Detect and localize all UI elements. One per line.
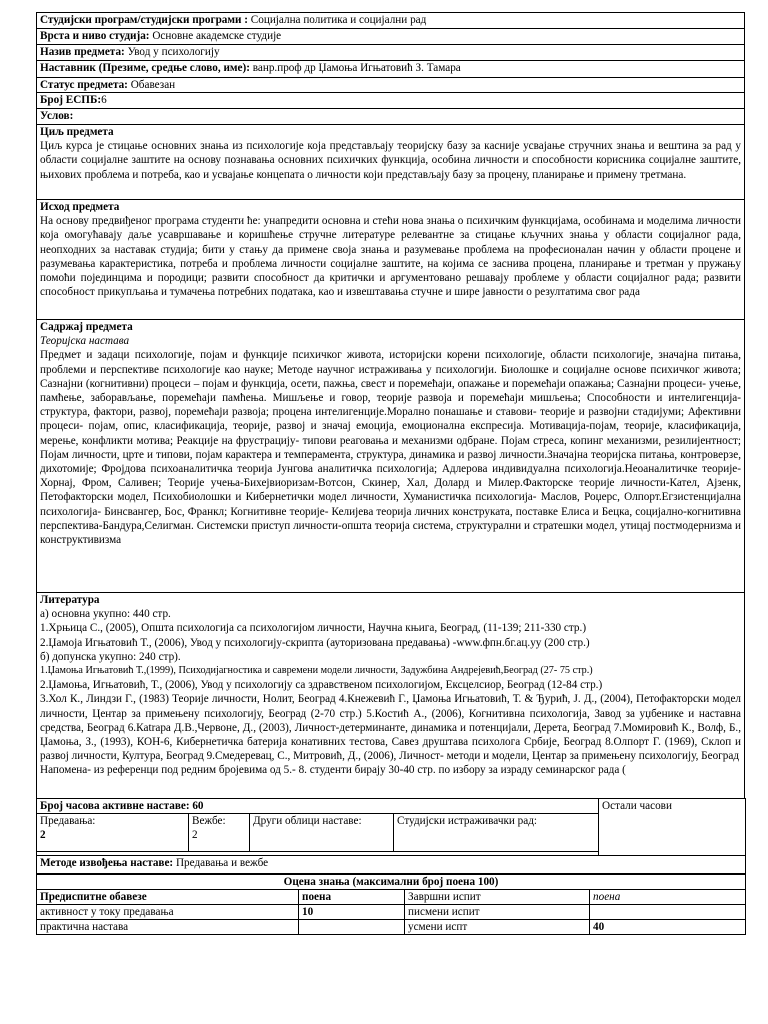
course-label: Назив предмета: (40, 46, 125, 58)
literature-rest: 3.Хол К., Линдзи Г., (1983) Теорије личности, Нолит, Београд 4.Кнежевић Г., Џамоња Игњатовић, Т. & Ђурић, Ј. Д., (2004), Петофакторски модел личности, Центар за примењену психологију, Београд (2-70 стр.) 5.Костић А., (2006), Когнитивна психологија, Завод за уџбенике и наставна средства, Београд 6.Кatrapa Д.В.,Червоне, Д., (2003), Личност-детерминанте, динамика и потенцијали, Дерета, Београд 7.Момировић К., Волф, Б., Џамоња, З., (1993), КОН-6, Кибернетичка батерија конативних тестова, Савез друштава психолога Србије, Београд 8.Олпорт Г. (1969), Склоп и развој личности, Култура, Београд 9.Смедеревац, С., Митровић, Д., (2006), Личност- методи и модели, Центар за примењену психологију, Београд (40, 693, 741, 763)
espb-row (36, 92, 745, 108)
research-label: Студијски истраживачки рад: (394, 814, 599, 852)
literature-section (36, 592, 745, 798)
other-hours-label: Остали часови (599, 799, 746, 856)
level-label: Врста и ниво студија: (40, 30, 150, 42)
grading-row-1-b (299, 920, 405, 935)
lectures-label: Предавања: (40, 815, 96, 827)
exercises-label: Вежбе: (192, 815, 226, 827)
active-hours-label: Број часова активне наставе: 60 (37, 799, 599, 814)
teacher-label: Наставник (Презиме, средње слово, име): (40, 62, 250, 74)
grading-row (37, 920, 746, 935)
grading-col-pre: Предиспитне обавезе (37, 890, 299, 905)
status-value: Обавезан (130, 79, 176, 91)
condition-row (36, 108, 745, 124)
grading-col-points-1: поена (299, 890, 405, 905)
hours-table (36, 798, 746, 874)
condition-label: Услов: (40, 110, 74, 122)
grading-row-1-a: практична настава (37, 920, 299, 935)
lectures-cell (37, 814, 189, 852)
program-value: Социјална политика и социјални рад (250, 14, 427, 26)
grading-row-0-a: активност у току предавања (37, 905, 299, 920)
exercises-cell (189, 814, 250, 852)
content-heading: Садржај предмета (40, 321, 133, 333)
grading-table (36, 874, 746, 935)
grading-title: Оцена знања (максимални број поена 100) (37, 875, 746, 890)
grading-row-0-d (590, 905, 746, 920)
status-row (36, 77, 745, 92)
literature-note: Напомена- из референци под редним бројевима од 5.- 8. студенти бирају 30-40 стр. по избору за израду семинарског рада ( (40, 764, 626, 777)
content-section (36, 319, 745, 592)
outcome-text: На основу предвиђеног програма студенти ће: унапредити основна и стећи нова знања о психичким функцијама, особинама и моделима личности која омогућавају даље усавршавање и коришћење стручне литературе релевантне за стицање кључних знања у области социјалног рада, неопходних за наставак студија; бити у стању да примене своја знања и разумевање проблема на професионалан начин у области процене и разумевања карактеристика, потреба и проблема личности социјалне заштите, на којима се заснива процена, планирање и третман у пружању помоћи појединцима и породици; развити способност да критички и аргументовано решавају проблеме у области социјалног рада; развити способност прикупљања и тумачења потребних података, као и извештавања стучне и шире јавности о резултатима свог рада (40, 215, 741, 299)
literature-heading: Литература (40, 594, 100, 606)
outcome-section (36, 199, 745, 319)
literature-ref-3: 1.Џамоња Игњатовић Т.,(1999), Психодијагностика и савремени модели личности, Задужбина Андрејевић,Београд (27- 75 стр.) (40, 665, 593, 677)
literature-ref-1: 1.Хрњица С., (2005), Општа психологија са психологијом личности, Научна књига, Београд, (11-139; 211-330 стр.) (40, 622, 587, 635)
grading-col-final: Завршни испит (405, 890, 590, 905)
program-label: Студијски програм/студијски програми : (40, 14, 248, 26)
other-forms-label: Други облици наставе: (250, 814, 394, 852)
literature-a-total: а) основна укупно: 440 стр. (40, 608, 171, 621)
methods-value: Предавања и вежбе (175, 857, 269, 869)
content-subheading: Теоријска настава (40, 335, 130, 348)
course-row (36, 44, 745, 60)
status-label: Статус предмета: (40, 79, 128, 91)
literature-ref-4: 2.Џамоња, Игњатовић, Т., (2006), Увод у психологију са здравственом психологијом, Ексцелсиор, Београд (12-84 стр.) (40, 679, 603, 692)
goal-text: Циљ курса је стицање основних знања из психологије која представљају теоријску базу за касније усвајање стручних знања и вештина за рад у области социјалне заштите на основу познавања основних психичких функција, особина личности и способности корисника социјалне заштите, њихових проблема и потреба, као и усвајање концепата о личности који представљају базу за процену, планирање и примену третмана. (40, 140, 741, 181)
grading-row-0-c: писмени испит (405, 905, 590, 920)
goal-section (36, 124, 745, 199)
level-value: Основне академске студије (152, 30, 282, 42)
program-row (36, 12, 745, 28)
outcome-heading: Исход предмета (40, 201, 120, 213)
teacher-value: ванр.проф др Џамоња Игњатовић З. Тамара (252, 62, 461, 74)
lectures-value: 2 (40, 829, 46, 841)
grading-row-1-d: 40 (590, 920, 746, 935)
level-row (36, 28, 745, 44)
methods-row (37, 856, 746, 874)
literature-ref-2: 2.Џамоја Игњатовић Т., (2006), Увод у психологију-скрипта (ауторизована предавања) -www.фпн.бг.ац.уу (200 стр.) (40, 636, 590, 649)
grading-row-1-c: усмени испт (405, 920, 590, 935)
espb-label: Број ЕСПБ: (40, 94, 102, 106)
course-specification (36, 12, 745, 935)
literature-b-total: б) допунска укупно: 240 стр). (40, 650, 181, 663)
teacher-row (36, 60, 745, 77)
content-text: Предмет и задаци психологије, појам и функције психичког живота, историјски корени психологије, области психологије, значајна питања, проблеми и перспективе психологије као науке; Методе научног истраживања у психологији. Биолошке и социјалне основе психичког живота; Сазнајни (когнитивни) процеси – појам и функција, осети, пажња, свест и поремећаји, опажање и поремећаји опажања; Сазнајни процеси- учење, памћење, заборављање, поремећаји памћења. Мишљење и говор, теорије развоја и поремећаји мишљења; Способности и интелигенција- структура, фактори, развој, поремећаји развоја; процена интелигенције.Морално понашање и ставови- теорије и развојни стадијуми; Афективни процеси- појам, опис, класификација, теорије, развој и значај емоција, емоционална експресија. Мотивација-појам, теорије, класификација, мерење, конфликти мотива; Реакције на фрустрацију- типови реаговања и механизми одбране. Појам стреса, копинг механизми, резилијентност; Појам личности, црте и типови, појам карактера и темперамента, структура, динамика и развој личности.Значајна теоријска питања, контроверзе, дихотомије; Фројдова психоаналитичка теорија Јунгова аналитичка психологија; Адлерова индивидуална психологија.Неоаналитичке теорије-Хорнај, Фром, Саливен; Теорије учења-Бихејвиоризам-Вотсон, Скинер, Хал, Долард и Милер.Факторске теорије личности-Кател, Ајзенк, Петофакторски модел, Психобиолошки и Кибернетички модел личности, Хуманистичка психологија- Маслов, Роџерс, Олпорт.Егзистенцијална психологија- Бинсвангер, Бос, Франкл; Когнитивне теорије- Келијева теорија личних конструката, поставке Елиса и Бецка, социјално-когнитивна перспектива-Бандура,Селигман. Системски приступ личности-општа теорија система, структурални и стратешки модел, утицај постмодернизма и конструктивизма (40, 349, 741, 547)
methods-label: Методе извођења наставе: (40, 857, 174, 869)
grading-row-0-b: 10 (299, 905, 405, 920)
grading-col-points-2: поена (590, 890, 746, 905)
espb-value: 6 (101, 94, 107, 106)
goal-heading: Циљ предмета (40, 126, 114, 138)
course-value: Увод у психологију (127, 46, 220, 58)
grading-row (37, 905, 746, 920)
exercises-value: 2 (192, 829, 198, 841)
